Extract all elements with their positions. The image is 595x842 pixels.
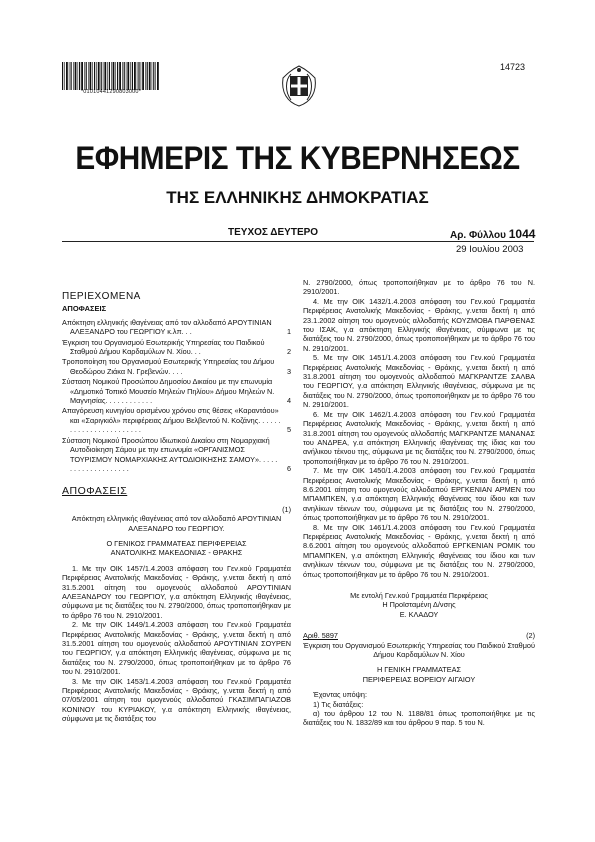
paragraph: 2. Με την ΟΙΚ 1449/1.4.2003 απόφαση του Γεν.κού Γραμματέα Περιφέρειας Ανατολικής Μακεδονίας - Θράκης, γ.νεται δεκτή η από 31.5.2001 αίτηση του ομογενούς αλλοδαπού ΑΡΟΥΤΙΝΙΑΝ ΣΟΥΡΕΝ του ΓΕΩΡΓΙΟΥ, γ.α απόκτηση Ελληνικής ιθαγένειας, σύμφωνα με τις διατάξεις του Ν. 2790/2000, όπως τροποποιήθηκαν με το άρθρο 76 του Ν. 2910/2001. — [62, 620, 291, 677]
authority-line: Ο ΓΕΝΙΚΟΣ ΓΡΑΜΜΑΤΕΑΣ ΠΕΡΙΦΕΡΕΙΑΣ — [106, 538, 247, 548]
list-item: 1) Τις διατάξεις: — [313, 699, 364, 709]
authority-line: Η ΓΕΝΙΚΗ ΓΡΑΜΜΑΤΕΑΣ — [376, 665, 462, 675]
gazette-title: ΕΦΗΜΕΡΙΣ ΤΗΣ ΚΥΒΕΡΝΗΣΕΩΣ — [75, 140, 520, 176]
paragraph: 7. Με την ΟΙΚ 1450/1.4.2003 απόφαση του Γεν.κού Γραμματέα Περιφέρειας Ανατολικής Μακεδονίας - Θράκης, γ.νεται δεκτή η από 8.6.2001 αίτηση του ομογενούς αλλοδαπού ΕΡΓΚΕΝΙΑΝ ΑΡΜΕΝ του ΜΠΑΜΠΚΕΝ, γ.α απόκτηση Ελληνικής ιθαγένειας του ίδιου και των ανηλίκων τέκνων του, σύμφωνα με τις διατάξεις του Ν. 2790/2000, όπως τροποποιήθηκαν με το άρθρο 76 του Ν. 2910/2001. — [303, 466, 535, 523]
right-column — [303, 278, 535, 728]
signature-line: Η Προϊσταμένη Δ/νσης — [382, 600, 456, 610]
decisions-heading: ΑΠΟΦΑΣΕΙΣ — [62, 485, 128, 498]
paragraph: 4. Με την ΟΙΚ 1432/1.4.2003 απόφαση του Γεν.κού Γραμματέα Περιφέρειας Ανατολικής Μακεδονίας - Θράκης, γ.νεται δεκτή η από 23.1.2002 αίτηση του ομογενούς αλλοδαπής ΚΟΥΖΜΟΒΑ ΠΑΡΘΕΝΑΣ του ΙΣΑΚ, γ.α απόκτηση Ελληνικής ιθαγένειας, σύμφωνα με τις διατάξεις του Ν. 2790/2000, όπως τροποποιήθηκαν με το άρθρο 76 του Ν. 2910/2001. — [303, 296, 535, 353]
authority-line: ΠΕΡΙΦΕΡΕΙΑΣ ΒΟΡΕΙΟΥ ΑΙΓΑΙΟΥ — [362, 674, 476, 684]
toc-title: ΠΕΡΙΕΧΟΜΕΝΑ — [62, 291, 141, 302]
signature-name: Ε. ΚΛΑΔΟΥ — [399, 609, 439, 619]
decision-subject: Έγκριση του Οργανισμού Εσωτερικής Υπηρεσίας του Παιδικού Σταθμού Δήμου Καρδαμύλων Ν. Χίου — [303, 640, 535, 660]
paragraph: Ν. 2790/2000, όπως τροποποιήθηκαν με το άρθρο 76 του Ν. 2910/2001. — [303, 278, 535, 297]
issue-label: ΤΕΥΧΟΣ ΔΕΥΤΕΡΟ — [228, 227, 319, 238]
paragraph: 1. Με την ΟΙΚ 1457/1.4.2003 απόφαση του Γεν.κού Γραμματέα Περιφέρειας Ανατολικής Μακεδονίας - Θράκης, γ.νεται δεκτή η από 31.5.2001 αίτηση του ομογενούς αλλοδαπού ΑΡΟΥΤΙΝΙΑΝ ΑΛΕΞΑΝΔΡΟΥ του ΓΕΩΡΓΙΟΥ, γ.α απόκτηση Ελληνικής ιθαγένειας, σύμφωνα με τις διατάξεις του Ν. 2790/2000, όπως τροποποιήθηκαν με το άρθρο 76 του Ν. 2910/2001. — [62, 563, 291, 620]
page-number: 14723 — [500, 62, 526, 72]
decision-subject: Απόκτηση ελληνικής ιθαγένειας από τον αλλοδαπό ΑΡΟΥΤΙΝΙΑΝ ΑΛΕΞΑΝΔΡΟ του ΓΕΩΡΓΙΟΥ. — [71, 514, 282, 533]
barcode-number: *01010441290803000* — [80, 89, 142, 95]
toc-item[interactable]: Σύσταση Νομικού Προσώπου Ιδιωτικού Δικαίου στη Νομαρχιακή Αυτοδιοίκηση Σάμου με την επωνυμία «ΟΡΓΑΝΙΣΜΟΣ ΤΟΥΡΙΣΜΟΥ ΝΟΜΑΡΧΙΑΚΗΣ ΑΥΤΟΔΙΟΙΚΗΣΗΣ ΣΑΜΟΥ». . . . . . . . . . . . . . . . . . . . 6 — [62, 435, 291, 473]
gazette-subtitle: ΤΗΣ ΕΛΛΗΝΙΚΗΣ ΔΗΜΟΚΡΑΤΙΑΣ — [166, 188, 429, 207]
toc-item[interactable]: Απαγόρευση κυνηγίου ορισμένου χρόνου στις θέσεις «Καραντάου» και «Σαριγκιόλ» περιφέρειας Δήμου Βελβεντού Ν. Κοζάνης. . . . . . . . . . . . . . . . . . . . . . . . 5 — [62, 406, 291, 435]
barcode — [62, 62, 160, 90]
toc-item[interactable]: Απόκτηση ελληνικής ιθαγένειας από τον αλλοδαπό ΑΡΟΥΤΙΝΙΑΝ ΑΛΕΞΑΝΔΡΟ του ΓΕΩΡΓΙΟΥ κ.λπ. . . 1 — [62, 317, 291, 337]
paragraph: 6. Με την ΟΙΚ 1462/1.4.2003 απόφαση του Γεν.κού Γραμματέα Περιφέρειας Ανατολικής Μακεδονίας - Θράκης, γ.νεται δεκτή η από 31.8.2001 αίτηση του ομογενούς αλλοδαπής ΜΑΓΚΡΑΝΤΖΕ ΜΑΝΑΝΑΣ του ΑΝΔΡΕΑ, γ.α απόκτηση Ελληνικής ιθαγένειας της ίδιας και του ανήλικου τέκνου της, σύμφωνα με τις διατάξεις του Ν. 2790/2000, όπως τροποποιήθηκαν με το άρθρο 76 του Ν. 2910/2001. — [303, 409, 535, 466]
list-item: α) του άρθρου 12 του Ν. 1188/81 όπως τροποποιήθηκε με τις διατάξεις του Ν. 1832/89 και του άρθρου 9 παρ. 5 του Ν. — [303, 709, 535, 728]
decision-number: (1) — [282, 504, 291, 514]
paragraph: 3. Με την ΟΙΚ 1453/1.4.2003 απόφαση του Γεν.κού Γραμματέα Περιφέρειας Ανατολικής Μακεδονίας - Θράκης, γ.νεται δεκτή η από 07/05/2001 αίτηση του ομογενούς αλλοδαπού ΓΚΑΣΙΜΠΑΓΙΑΖΟΒ ΚΟΝΙΝΟΥ του ΚΥΡΙΑΚΟΥ, γ.α απόκτηση Ελληνικής ιθαγένειας, σύμφωνα με τις διατάξεις του — [62, 676, 291, 724]
coat-of-arms-icon — [277, 62, 321, 110]
left-column — [62, 290, 291, 724]
header-divider — [62, 241, 534, 242]
paragraph: 8. Με την ΟΙΚ 1461/1.4.2003 απόφαση του Γεν.κού Γραμματέα Περιφέρειας Ανατολικής Μακεδονίας - Θράκης, γ.νεται δεκτή η από 8.6.2001 αίτηση του ομογενούς αλλοδαπού ΕΡΓΚΕΝΙΑΝ ΡΟΜΙΚ του ΜΠΑΜΠΚΕΝ, γ.α απόκτηση Ελληνικής ιθαγένειας του ίδιου και των ανηλίκων τέκνων του, σύμφωνα με τις διατάξεις του Ν. 2790/2000, όπως τροποποιήθηκαν με το άρθρο 76 του Ν. 2910/2001. — [303, 522, 535, 579]
toc-item[interactable]: Σύσταση Νομικού Προσώπου Δημοσίου Δικαίου με την επωνυμία «Δημοτικό Τοπικό Μουσείο Μηλεών Πηλίου» Δήμου Μηλεών Ν. Μαγνησίας. . . . . . . . . . . . 4 — [62, 377, 291, 406]
paragraph: 5. Με την ΟΙΚ 1451/1.4.2003 απόφαση του Γεν.κού Γραμματέα Περιφέρειας Ανατολικής Μακεδονίας - Θράκης, γ.νεται δεκτή η από 31.8.2001 αίτηση του ομογενούς αλλοδαπού ΜΑΓΚΡΑΝΤΖΕ ΣΑΛΒΑ του ΓΕΩΡΓΙΟΥ, γ.α απόκτηση Ελληνικής ιθαγένειας, σύμφωνα με τις διατάξεις του Ν. 2790/2000, όπως τροποποιήθηκαν με το άρθρο 76 του Ν. 2910/2001. — [303, 353, 535, 410]
authority-line: ΑΝΑΤΟΛΙΚΗΣ ΜΑΚΕΔΟΝΙΑΣ - ΘΡΑΚΗΣ — [110, 548, 243, 558]
issue-date: 29 Ιουλίου 2003 — [456, 244, 524, 255]
signature-line: Με εντολή Γεν.κού Γραμματέα Περιφέρειας — [350, 591, 488, 600]
toc-subtitle: ΑΠΟΦΑΣΕΙΣ — [62, 304, 107, 314]
decision-header: Αριθ. 5897 (2) — [303, 631, 535, 641]
toc-item[interactable]: Έγκριση του Οργανισμού Εσωτερικής Υπηρεσίας του Παιδικού Σταθμού Δήμου Καρδαμύλων Ν. Χίου. . . 2 — [62, 337, 291, 357]
sheet-number: Αρ. Φύλλου 1044 — [450, 227, 536, 241]
having-regard: Έχοντας υπόψη: — [313, 690, 367, 700]
toc-item[interactable]: Τροποποίηση του Οργανισμού Εσωτερικής Υπηρεσίας του Δήμου Θεοδώρου Ζιάκα Ν. Γρεβενών. . . . 3 — [62, 357, 291, 376]
